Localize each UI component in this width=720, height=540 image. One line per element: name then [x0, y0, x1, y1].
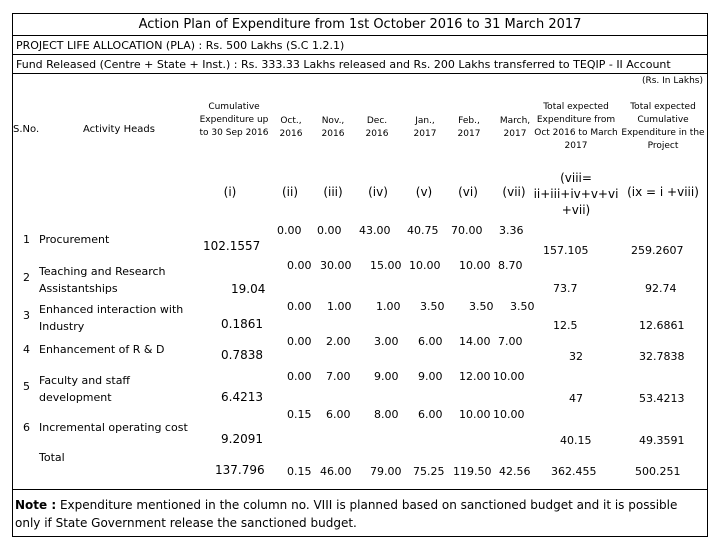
- row3-oct: 0.00: [287, 300, 312, 313]
- header-total-expected: Total expected Expenditure from Oct 2016 to March 2017: [534, 102, 618, 151]
- total-oct: 0.15: [287, 465, 312, 478]
- total-dec: 79.00: [370, 465, 402, 478]
- colnum-ix: (ix = i +viii): [627, 185, 699, 199]
- row1-sno: 1: [23, 233, 30, 246]
- row2-activity: Teaching and Research Assistantships: [39, 265, 166, 295]
- row6-feb: 10.00: [459, 408, 491, 421]
- row3-mar: 3.50: [510, 300, 535, 313]
- header-march: March, 2017: [499, 116, 531, 139]
- rule-note: [13, 489, 707, 490]
- row4-mar: 7.00: [498, 335, 523, 348]
- row3-dec: 1.00: [376, 300, 401, 313]
- row3-feb: 3.50: [469, 300, 494, 313]
- header-jan: Jan., 2017: [413, 116, 437, 139]
- row1-oct: 0.00: [277, 224, 302, 237]
- row5-dec: 9.00: [374, 370, 399, 383]
- row4-oct: 0.00: [287, 335, 312, 348]
- row3-total-expected: 12.5: [553, 319, 578, 332]
- row2-total-cumulative: 92.74: [645, 282, 677, 295]
- rule-pla: [13, 54, 707, 55]
- total-total-cumulative: 500.251: [635, 465, 681, 478]
- row3-total-cumulative: 12.6861: [639, 319, 685, 332]
- rule-fund: [13, 73, 707, 74]
- row1-feb: 70.00: [451, 224, 483, 237]
- row2-dec: 15.00: [370, 259, 402, 272]
- colnum-iii: (iii): [323, 185, 343, 199]
- plan-table-frame: [12, 13, 708, 537]
- colnum-vi: (vi): [458, 185, 478, 199]
- row1-nov: 0.00: [317, 224, 342, 237]
- row5-mar: 10.00: [493, 370, 525, 383]
- row4-dec: 3.00: [374, 335, 399, 348]
- row2-total-expected: 73.7: [553, 282, 578, 295]
- row2-oct: 0.00: [287, 259, 312, 272]
- row6-dec: 8.00: [374, 408, 399, 421]
- header-sno: S.No.: [13, 124, 40, 135]
- colnum-iv: (iv): [368, 185, 388, 199]
- note-label: Note :: [15, 498, 57, 512]
- row6-nov: 6.00: [326, 408, 351, 421]
- total-jan: 75.25: [413, 465, 445, 478]
- row2-sno: 2: [23, 271, 30, 284]
- row4-nov: 2.00: [326, 335, 351, 348]
- total-mar: 42.56: [499, 465, 531, 478]
- header-oct: Oct., 2016: [279, 116, 303, 139]
- row6-total-cumulative: 49.3591: [639, 434, 685, 447]
- row5-nov: 7.00: [326, 370, 351, 383]
- colnum-i: (i): [223, 185, 237, 199]
- header-activity: Activity Heads: [83, 124, 155, 135]
- colnum-ii: (ii): [281, 185, 299, 199]
- colnum-vii: (vii): [502, 185, 526, 199]
- row1-jan: 40.75: [407, 224, 439, 237]
- row1-total-expected: 157.105: [543, 244, 589, 257]
- row5-feb: 12.00: [459, 370, 491, 383]
- header-dec: Dec. 2016: [365, 116, 389, 139]
- row5-jan: 9.00: [418, 370, 443, 383]
- row6-sno: 6: [23, 421, 30, 434]
- row5-total-expected: 47: [569, 392, 583, 405]
- row5-oct: 0.00: [287, 370, 312, 383]
- row3-jan: 3.50: [420, 300, 445, 313]
- row2-feb: 10.00: [459, 259, 491, 272]
- row1-dec: 43.00: [359, 224, 391, 237]
- row2-mar: 8.70: [498, 259, 523, 272]
- header-nov: Nov., 2016: [321, 116, 345, 139]
- total-total-expected: 362.455: [551, 465, 597, 478]
- header-feb: Feb., 2017: [457, 116, 481, 139]
- row6-jan: 6.00: [418, 408, 443, 421]
- row1-cumulative: 102.1557: [203, 239, 261, 253]
- row6-oct: 0.15: [287, 408, 312, 421]
- row6-activity: Incremental operating cost: [39, 421, 188, 434]
- row4-total-cumulative: 32.7838: [639, 350, 685, 363]
- page-title: Action Plan of Expenditure from 1st October 2016 to 31 March 2017: [138, 17, 582, 32]
- row1-activity: Procurement: [39, 233, 110, 246]
- row6-mar: 10.00: [493, 408, 525, 421]
- colnum-v: (v): [415, 185, 433, 199]
- total-nov: 46.00: [320, 465, 352, 478]
- pla-line: PROJECT LIFE ALLOCATION (PLA) : Rs. 500 Lakhs (S.C 1.2.1): [16, 39, 345, 52]
- row2-jan: 10.00: [409, 259, 441, 272]
- row5-sno: 5: [23, 380, 30, 393]
- row4-total-expected: 32: [569, 350, 583, 363]
- note-text: Expenditure mentioned in the column no. VIII is planned based on sanctioned budget and it is possible only if State Government release the sanctioned budget.: [15, 498, 678, 530]
- rule-title: [13, 35, 707, 36]
- row4-jan: 6.00: [418, 335, 443, 348]
- row2-nov: 30.00: [320, 259, 352, 272]
- row4-sno: 4: [23, 343, 30, 356]
- header-total-cumulative: Total expected Cumulative Expenditure in the Project: [621, 102, 705, 151]
- total-feb: 119.50: [453, 465, 492, 478]
- header-cumulative: Cumulative Expenditure up to 30 Sep 2016: [199, 102, 269, 138]
- total-label: Total: [39, 451, 65, 464]
- total-cumulative: 137.796: [215, 463, 265, 477]
- row5-cumulative: 6.4213: [221, 390, 263, 404]
- row5-activity: Faculty and staff development: [39, 374, 131, 404]
- fund-line: Fund Released (Centre + State + Inst.) : Rs. 333.33 Lakhs released and Rs. 200 Lakhs transferred to TEQIP - II Account: [16, 58, 671, 71]
- row5-total-cumulative: 53.4213: [639, 392, 685, 405]
- unit-label: (Rs. In Lakhs): [641, 76, 703, 86]
- row3-nov: 1.00: [327, 300, 352, 313]
- row3-sno: 3: [23, 309, 30, 322]
- row2-cumulative: 19.04: [231, 282, 266, 296]
- row4-feb: 14.00: [459, 335, 491, 348]
- colnum-viii: (viii= ii+iii+iv+v+vi +vii): [533, 171, 619, 217]
- row1-mar: 3.36: [499, 224, 524, 237]
- note-paragraph: [15, 496, 703, 532]
- row6-total-expected: 40.15: [560, 434, 592, 447]
- row6-cumulative: 9.2091: [221, 432, 263, 446]
- row4-activity: Enhancement of R & D: [39, 343, 165, 356]
- row3-cumulative: 0.1861: [221, 317, 263, 331]
- row1-total-cumulative: 259.2607: [631, 244, 684, 257]
- row3-activity: Enhanced interaction with Industry: [39, 303, 184, 333]
- row4-cumulative: 0.7838: [221, 348, 263, 362]
